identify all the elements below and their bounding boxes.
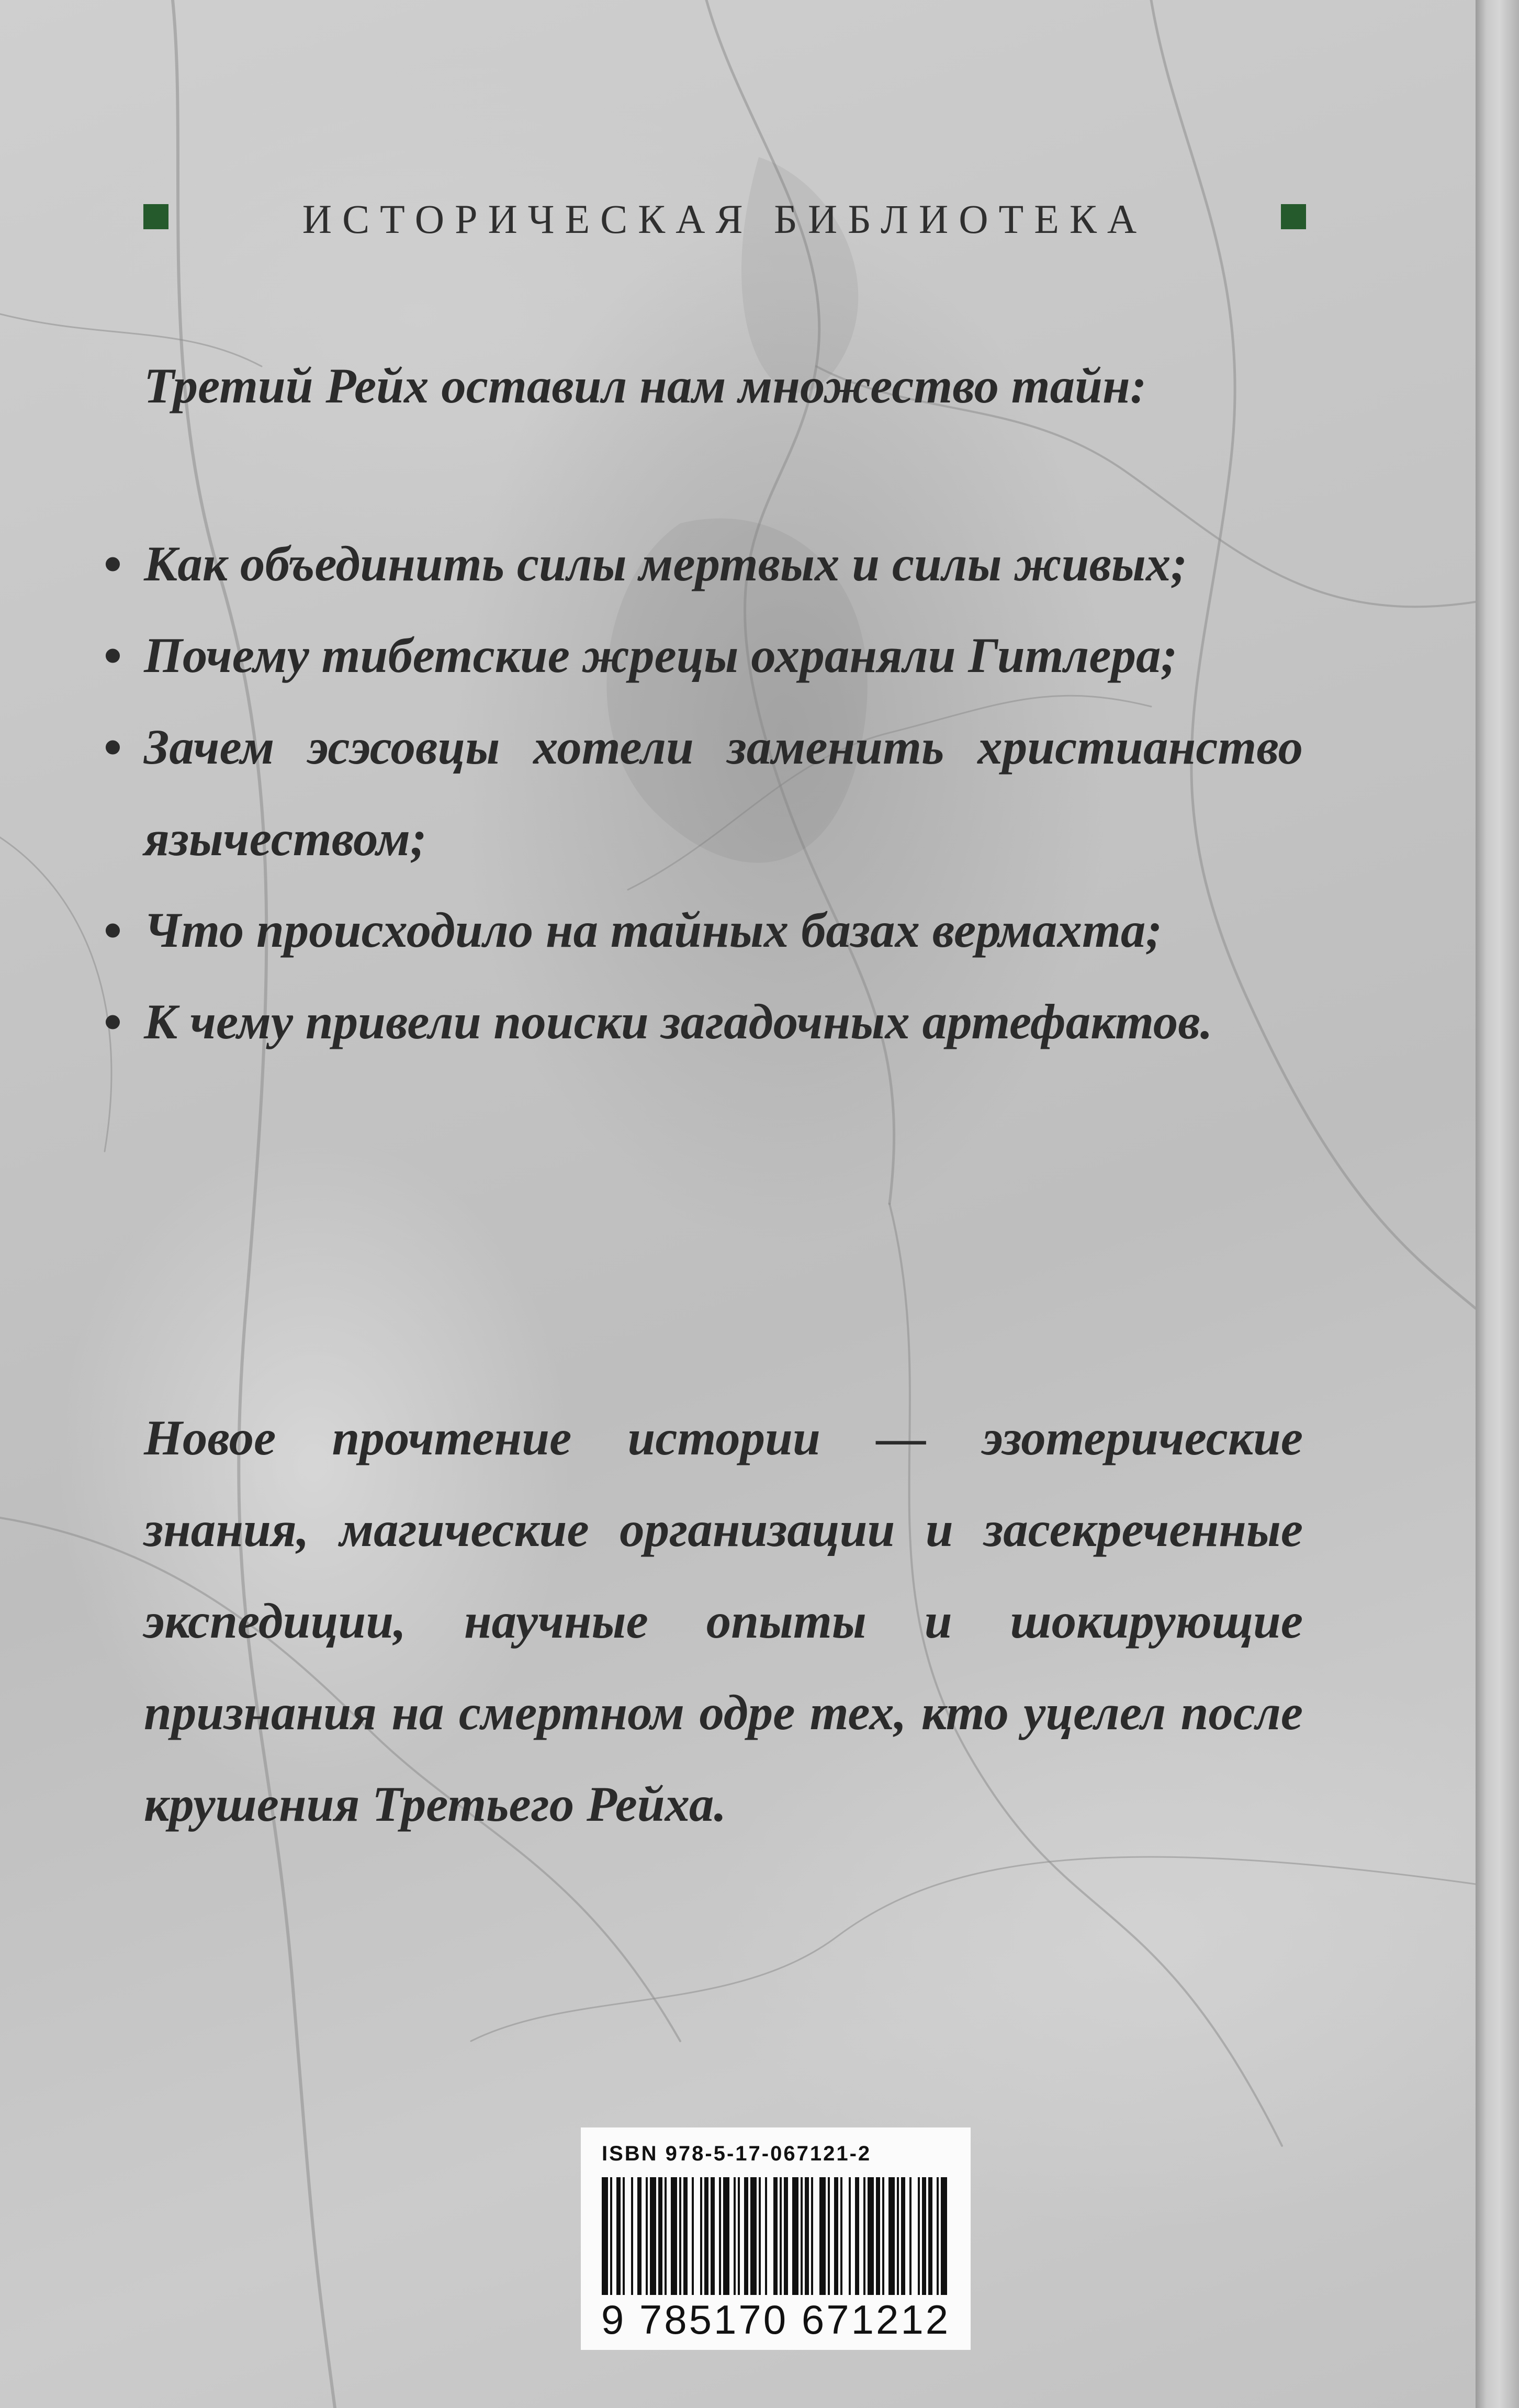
barcode-bar [650, 2177, 656, 2295]
barcode-bar [888, 2177, 895, 2295]
barcode-bar [780, 2177, 782, 2295]
barcode-bar [801, 2177, 803, 2295]
book-spine-edge [1476, 0, 1519, 2408]
intro-text: Третий Рейх оставил нам множество тайн: [144, 358, 1147, 413]
list-item-text: Как объединить силы мертвых и силы живых; [144, 536, 1188, 591]
list-item [99, 610, 1303, 701]
bullet-icon: • [104, 718, 122, 776]
barcode-bar [901, 2177, 905, 2295]
barcode-bar [792, 2177, 798, 2295]
barcode-bar [610, 2177, 612, 2295]
barcode-bar [646, 2177, 648, 2295]
barcode-bar [922, 2177, 926, 2295]
barcode-bar [918, 2177, 920, 2295]
barcode-bar [868, 2177, 874, 2295]
bullet-icon: • [104, 901, 122, 959]
barcode-bar [773, 2177, 778, 2295]
barcode-bar [692, 2177, 694, 2295]
barcode-bar [719, 2177, 721, 2295]
barcode-bar [679, 2177, 681, 2295]
closing-paragraph: Новое прочтение истории — эзотерические знания, магические организации и засекреченные экспедиции, научные опыты и шокирующие признания на смертном одре тех, кто уцелел после крушения Третьего Рейха. [144, 1410, 1303, 1832]
barcode-bar [723, 2177, 729, 2295]
barcode-bar [738, 2177, 740, 2295]
barcode-bar [631, 2177, 633, 2295]
barcode-bar [840, 2177, 842, 2295]
barcode-bar [863, 2177, 865, 2295]
barcode-bar [658, 2177, 662, 2295]
barcode-bar [700, 2177, 702, 2295]
list-item-text: Почему тибетские жрецы охраняли Гитлера; [144, 628, 1178, 683]
series-title: ИСТОРИЧЕСКАЯ БИБЛИОТЕКА [302, 196, 1147, 242]
barcode-bar [941, 2177, 947, 2295]
barcode-bar [744, 2177, 748, 2295]
barcode-bar [665, 2177, 667, 2295]
barcode-bar [784, 2177, 788, 2295]
barcode-bar [759, 2177, 761, 2295]
barcode-bar [711, 2177, 715, 2295]
barcode-bar [819, 2177, 826, 2295]
barcode-bar [637, 2177, 642, 2295]
barcode-bar [623, 2177, 625, 2295]
barcode-bar [876, 2177, 880, 2295]
barcode-bar [811, 2177, 813, 2295]
barcode-bar [909, 2177, 912, 2295]
list-item [99, 884, 1303, 976]
barcode-bar [897, 2177, 899, 2295]
barcode-bar [937, 2177, 939, 2295]
isbn-digits: 9 785170 671212 [601, 2297, 951, 2343]
barcode-bar [849, 2177, 851, 2295]
list-item-text: Зачем эсэсовцы хотели заменить христианство язычеством; [144, 719, 1303, 866]
barcode-bar [616, 2177, 621, 2295]
barcode-bar [683, 2177, 688, 2295]
isbn-barcode [581, 2127, 971, 2350]
bullet-icon: • [104, 535, 122, 593]
barcode-bar [734, 2177, 736, 2295]
barcode-bar [704, 2177, 708, 2295]
green-square-icon [1281, 204, 1306, 229]
list-item [99, 701, 1303, 884]
barcode-bar [805, 2177, 809, 2295]
list-item-text: К чему привели поиски загадочных артефактов. [144, 994, 1213, 1049]
mysteries-list [99, 518, 1303, 1068]
series-header [131, 193, 1319, 240]
bullet-icon: • [104, 993, 122, 1051]
list-item [99, 976, 1303, 1068]
barcode-bar [765, 2177, 767, 2295]
barcode-bar [834, 2177, 838, 2295]
barcode-bar [828, 2177, 830, 2295]
barcode-bar [855, 2177, 859, 2295]
barcode-bar [750, 2177, 757, 2295]
list-item-text: Что происходило на тайных базах вермахта; [144, 902, 1163, 958]
barcode-bar [882, 2177, 884, 2295]
bullet-icon: • [104, 626, 122, 685]
barcode-bar [928, 2177, 932, 2295]
barcode-bar [602, 2177, 608, 2295]
list-item [99, 518, 1303, 610]
isbn-caption: ISBN 978-5-17-067121-2 [602, 2142, 872, 2165]
barcode-bar [671, 2177, 677, 2295]
